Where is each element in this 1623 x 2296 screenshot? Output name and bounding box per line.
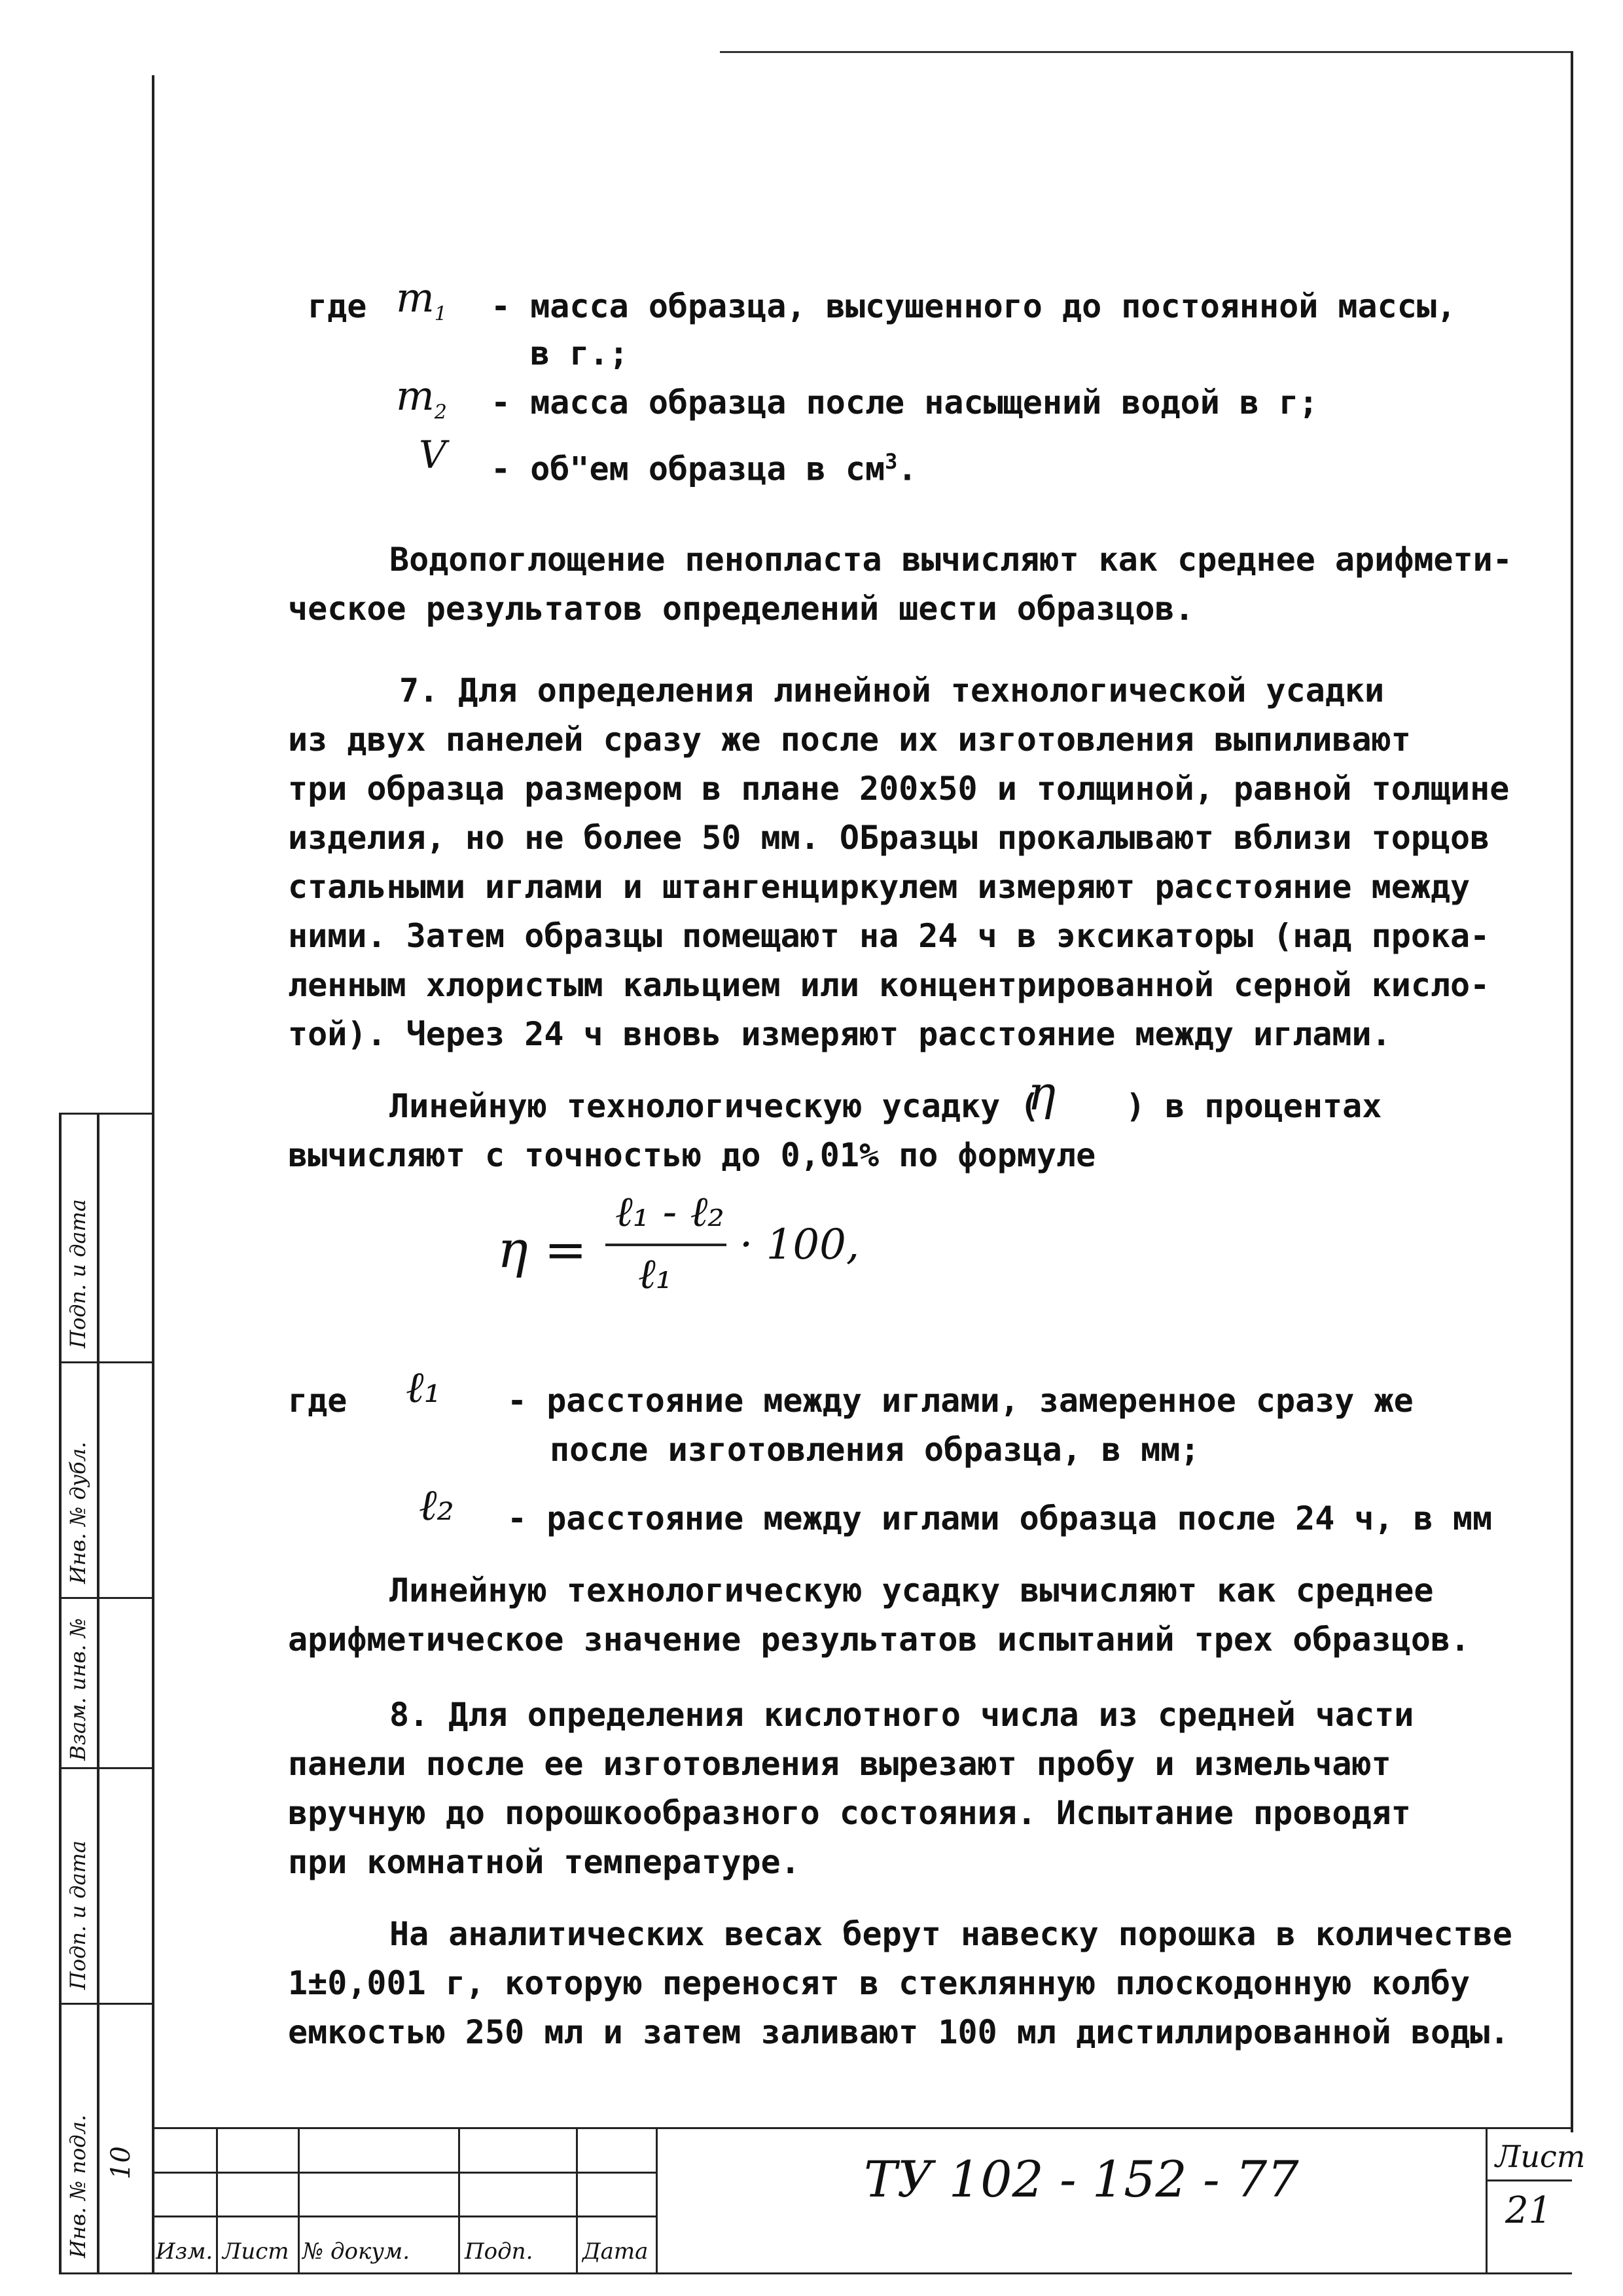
- side-stamp-inner-line: [97, 1113, 99, 2274]
- formula-numerator: ℓ₁ - ℓ₂: [615, 1188, 724, 1236]
- right-border: [1571, 51, 1573, 2132]
- paragraph-line: при комнатной температуре.: [288, 1843, 800, 1881]
- text-line: - расстояние между иглами, замеренное сразу же: [507, 1382, 1414, 1420]
- title-block-row-line: [152, 2215, 656, 2217]
- paragraph-line: емкостью 250 мл и затем заливают 100 мл дистиллированной воды.: [288, 2013, 1510, 2051]
- paragraph-line: Линейную технологическую усадку (: [389, 1087, 1040, 1125]
- paragraph-line: ческое результатов определений шести образцов.: [288, 590, 1194, 628]
- col-label-sign: Подп.: [465, 2238, 533, 2265]
- paragraph-line: арифметическое значение результатов испытаний трех образцов.: [288, 1621, 1471, 1659]
- text-line: - масса образца после насыщений водой в г;: [491, 384, 1319, 422]
- title-block-bottom-line: [152, 2272, 1572, 2274]
- paragraph-line: 1±0,001 г, которую переносят в стеклянную плоскодонную колбу: [288, 1964, 1471, 2002]
- sheet-box-line: [1486, 2179, 1572, 2181]
- paragraph-line: изделия, но не более 50 мм. ОБразцы прокалывают вблизи торцов: [288, 819, 1490, 857]
- paragraph-line: На аналитических весах берут навеску порошка в количестве: [389, 1915, 1512, 1953]
- symbol-m2: $m_2$: [396, 372, 447, 424]
- sheet-box-line: [1486, 2127, 1488, 2274]
- paragraph-line: Водопоглощение пенопласта вычисляют как среднее арифмети-: [389, 541, 1512, 579]
- symbol-m1: $m_1$: [396, 274, 447, 326]
- title-block-col-line: [458, 2127, 460, 2274]
- formula-rhs: · 100,: [740, 1221, 860, 1269]
- paragraph-line: ними. Затем образцы помещают на 24 ч в эксикаторы (над прока-: [288, 917, 1490, 955]
- paragraph-line: вручную до порошкообразного состояния. Испытание проводят: [288, 1794, 1411, 1832]
- where-label: где: [308, 287, 367, 325]
- side-label: Инв. № дубл.: [65, 1441, 90, 1584]
- symbol-l1: ℓ₁: [406, 1362, 441, 1412]
- side-stamp-outer-line: [59, 1113, 62, 2274]
- text-line: после изготовления образца, в мм;: [550, 1431, 1200, 1469]
- document-code: ТУ 102 - 152 - 77: [864, 2150, 1299, 2208]
- paragraph-line: три образца размером в плане 200х50 и толщиной, равной толщине: [288, 770, 1510, 808]
- formula-lhs: η =: [497, 1221, 587, 1280]
- side-stamp-divider: [59, 1767, 154, 1769]
- col-label-izm: Изм.: [156, 2238, 213, 2265]
- side-stamp-divider: [59, 2003, 154, 2005]
- top-border: [720, 51, 1571, 53]
- paragraph-line: той). Через 24 ч вновь измеряют расстояние между иглами.: [288, 1015, 1391, 1053]
- text-line: - об"ем образца в $см^3$.: [491, 449, 918, 488]
- side-stamp-divider: [59, 1361, 154, 1363]
- col-label-date: Дата: [582, 2238, 649, 2265]
- side-stamp-divider: [59, 1113, 154, 1115]
- paragraph-line: ) в процентах: [1126, 1087, 1382, 1125]
- side-stamp-divider: [59, 2272, 154, 2274]
- side-label: Инв. № подл.: [65, 2114, 90, 2258]
- paragraph-line: 7. Для определения линейной технологической усадки: [399, 672, 1385, 709]
- paragraph-line: панели после ее изготовления вырезают пробу и измельчают: [288, 1745, 1391, 1783]
- paragraph-line: вычисляют с точностью до 0,01% по формуле: [288, 1136, 1096, 1174]
- title-block-top-line: [152, 2127, 1572, 2129]
- paragraph-line: ленным хлористым кальцием или концентрированной серной кисло-: [288, 966, 1490, 1004]
- title-block-col-line: [656, 2127, 658, 2274]
- paragraph-line: Линейную технологическую усадку вычисляют как среднее: [389, 1571, 1434, 1609]
- fraction-bar: [605, 1244, 726, 1246]
- side-label: Взам. инв. №: [65, 1618, 90, 1761]
- title-block-col-line: [216, 2127, 218, 2274]
- paragraph-line: 8. Для определения кислотного числа из средней части: [389, 1696, 1414, 1734]
- symbol-v: V: [419, 433, 446, 477]
- sheet-label: Лист: [1495, 2139, 1586, 2174]
- left-border: [152, 75, 154, 2274]
- side-number: 10: [106, 2146, 136, 2179]
- title-block-row-line: [152, 2172, 656, 2174]
- title-block-col-line: [576, 2127, 578, 2274]
- text-line: в г.;: [530, 334, 629, 372]
- symbol-l2: ℓ₂: [419, 1480, 454, 1530]
- side-label: Подп. и дата: [65, 1199, 90, 1348]
- symbol-eta: η: [1027, 1066, 1056, 1121]
- col-label-doc: № докум.: [302, 2238, 410, 2265]
- paragraph-line: стальными иглами и штангенциркулем измеряют расстояние между: [288, 868, 1471, 906]
- sheet-number: 21: [1505, 2189, 1552, 2232]
- text-line: - расстояние между иглами образца после 24 ч, в мм: [507, 1499, 1493, 1537]
- formula-denominator: ℓ₁: [638, 1250, 673, 1299]
- col-label-list: Лист: [223, 2238, 289, 2265]
- text-line: - масса образца, высушенного до постоянной массы,: [491, 287, 1457, 325]
- side-stamp-divider: [59, 1597, 154, 1599]
- where-label: где: [288, 1382, 348, 1420]
- title-block-col-line: [298, 2127, 300, 2274]
- side-label: Подп. и дата: [65, 1840, 90, 1990]
- paragraph-line: из двух панелей сразу же после их изготовления выпиливают: [288, 721, 1411, 759]
